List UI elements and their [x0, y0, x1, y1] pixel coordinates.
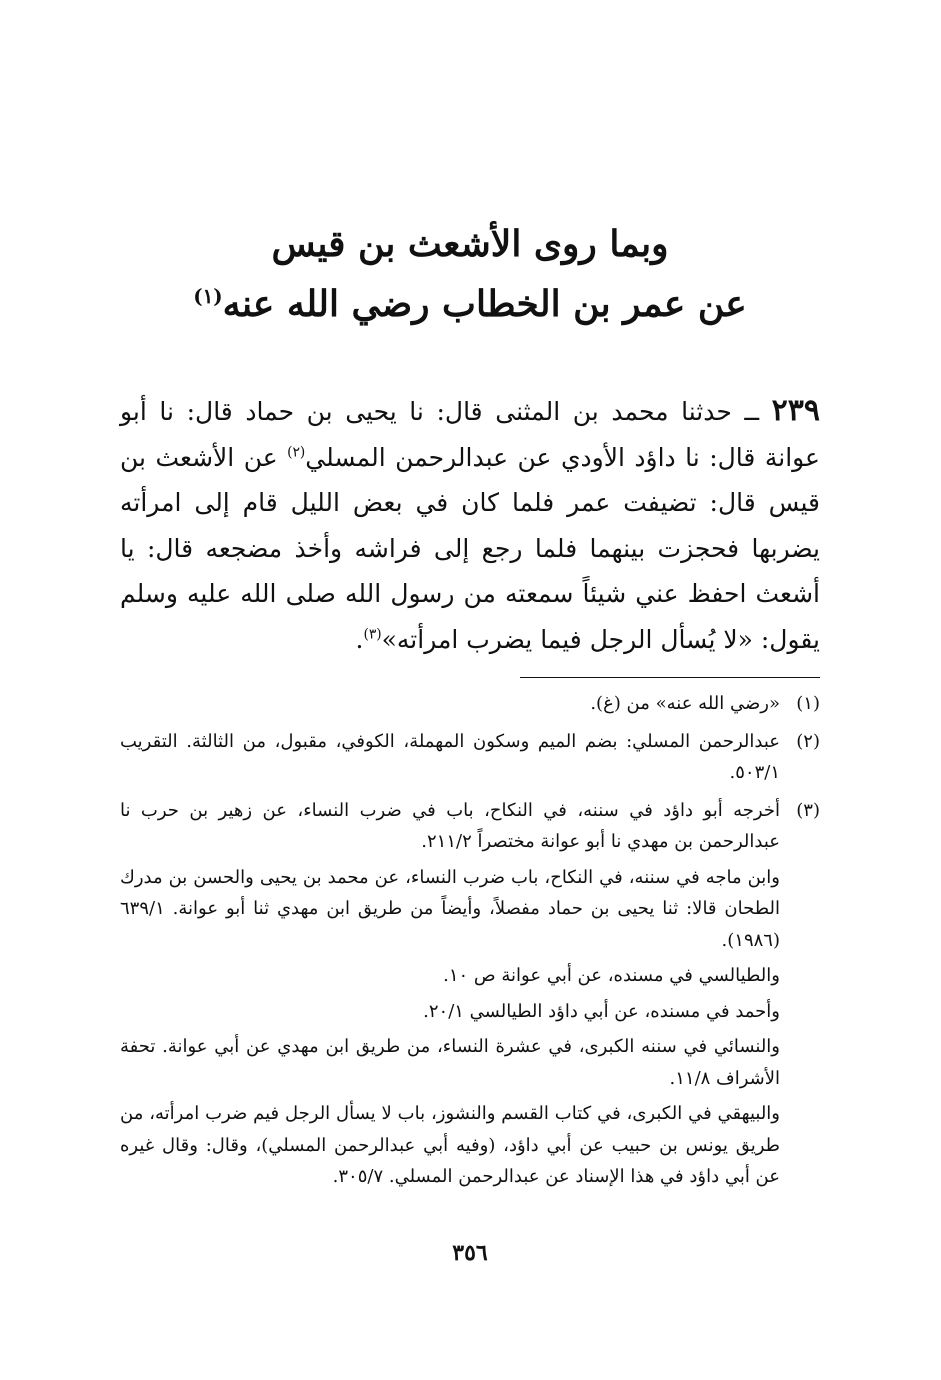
footnote-body — [120, 688, 780, 720]
chapter-title-text-1: وبما روى الأشعث بن قيس — [271, 223, 669, 265]
footnote-ref-1: (١) — [193, 284, 223, 308]
chapter-title-text-2: عن عمر بن الخطاب رضي الله عنه — [222, 283, 747, 325]
hadith-number: ٢٣٩ — [771, 393, 820, 428]
chapter-title-line-1 — [120, 215, 820, 273]
footnote — [120, 726, 820, 789]
footnote — [120, 688, 820, 720]
hadith-text-part-1: ــ حدثنا محمد بن المثنى قال: نا يحيى بن حماد قال: نا أبو عوانة قال: نا داؤد الأودي عن عبدالرحمن المسلي — [120, 397, 820, 472]
footnote — [120, 795, 820, 1193]
footnote-body — [120, 726, 780, 789]
footnote-number: (١) — [796, 693, 820, 714]
footnote-ref-2: (٢) — [287, 444, 306, 461]
footnote-text: والطيالسي في مسنده، عن أبي عوانة ص ١٠. — [443, 965, 780, 986]
hadith-text-part-2: عن الأشعث بن قيس قال: تضيفت عمر فلما كان في بعض الليل قام إلى امرأته يضربها فحجزت بينهما فلما رجع إلى فراشه وأخذ مضجعه قال: يا أشعث احفظ عني شيئاً سمعته من رسول الله صلى الله عليه وسلم يقول: «لا يُسأل الرجل فيما يضرب امرأته» — [120, 442, 820, 654]
footnote-text: «رضي الله عنه» من (غ). — [590, 693, 780, 714]
footnote-separator — [520, 677, 820, 678]
hadith-paragraph — [120, 388, 820, 662]
footnote-text: وأحمد في مسنده، عن أبي داؤد الطيالسي ٢٠/١. — [423, 1000, 780, 1022]
footnotes — [120, 688, 820, 1199]
footnote-number: (٣) — [796, 799, 820, 821]
footnote-number: (٢) — [796, 730, 820, 752]
chapter-title-line-2 — [120, 275, 820, 333]
footnote-text: والبيهقي في الكبرى، في كتاب القسم والنشوز، باب لا يسأل الرجل فيم ضرب امرأته، من طريق يونس بن حبيب عن أبي داؤد، (وفيه أبي عبدالرحمن المسلي)، وقال: وقال غيره عن أبي داؤد في هذا الإسناد عن عبدالرحمن المسلي. ٣٠٥/٧. — [120, 1103, 780, 1187]
footnote-text: والنسائي في سننه الكبرى، في عشرة النساء، من طريق ابن مهدي عن أبي عوانة. تحفة الأشراف ١١/٨. — [120, 1036, 780, 1089]
hadith-text-end: . — [355, 624, 364, 654]
page-number: ٣٥٦ — [452, 1240, 488, 1266]
footnote-ref-3: (٣) — [363, 626, 382, 643]
footnote-body — [120, 795, 780, 1193]
footnote-text: أخرجه أبو داؤد في سننه، في النكاح، باب في ضرب النساء، عن زهير بن حرب نا عبدالرحمن بن مهدي نا أبو عوانة مختصراً ٢١١/٢. — [120, 799, 780, 852]
footnote-text: عبدالرحمن المسلي: بضم الميم وسكون المهملة، الكوفي، مقبول، من الثالثة. التقريب ٥٠٣/١. — [120, 730, 780, 783]
footnote-text: وابن ماجه في سننه، في النكاح، باب ضرب النساء، عن محمد بن يحيى والحسن بن مدرك الطحان قالا: ثنا يحيى بن حماد مفصلاً، وأيضاً من طريق ابن مهدي ثنا أبو عوانة. ٦٣٩/١ (١٩٨٦). — [120, 866, 780, 951]
